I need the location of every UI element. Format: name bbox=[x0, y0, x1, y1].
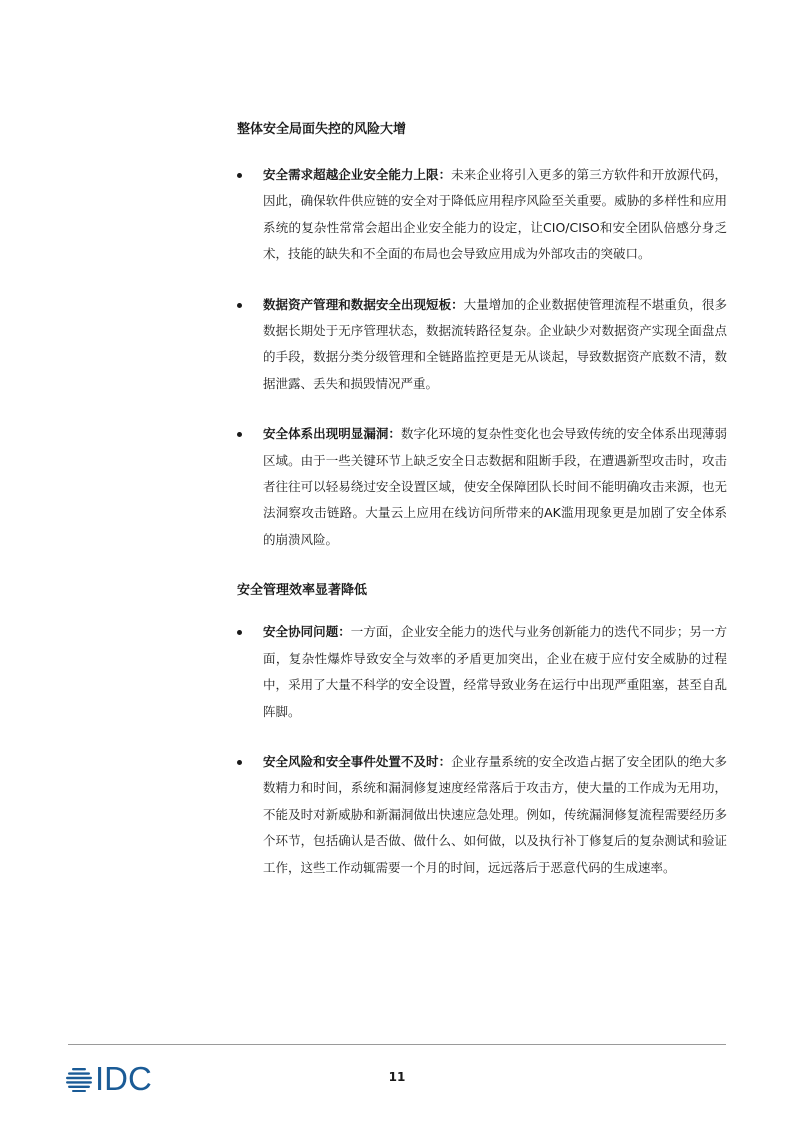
page-number: 11 bbox=[388, 1070, 406, 1084]
bullet-dot-icon bbox=[237, 432, 242, 437]
item-text: 数字化环境的复杂性变化也会导致传统的安全体系出现薄弱区域。由于一些关键环节上缺乏安全日志数据和阻断手段，在遭遇新型攻击时，攻击者往往可以轻易绕过安全设置区域，使安全保障团队长时间不能明确攻击来源，也无法洞察攻击链路。大量云上应用在线访问所带来的AK滥用现象更是加剧了安全体系的崩溃风险。 bbox=[263, 426, 727, 547]
bullet-dot-icon bbox=[237, 303, 242, 308]
item-text: 大量增加的企业数据使管理流程不堪重负，很多数据长期处于无序管理状态，数据流转路径复杂。企业缺少对数据资产实现全面盘点的手段，数据分类分级管理和全链路监控更是无从谈起，导致数据资产底数不清，数据泄露、丢失和损毁情况严重。 bbox=[263, 296, 727, 391]
item-text: 企业存量系统的安全改造占据了安全团队的绝大多数精力和时间，系统和漏洞修复速度经常落后于攻击方，使大量的工作成为无用功，不能及时对新威胁和新漏洞做出快速应急处理。例如，传统漏洞修复流程需要经历多个环节，包括确认是否做、做什么、如何做，以及执行补丁修复后的复杂测试和验证工作，这些工作动辄需要一个月的时间，远远落后于恶意代码的生成速率。 bbox=[263, 753, 727, 875]
bullet-dot-icon bbox=[237, 760, 242, 765]
section-heading: 整体安全局面失控的风险大增 bbox=[237, 122, 407, 137]
item-lead: 安全风险和安全事件处置不及时： bbox=[263, 753, 452, 769]
bullet-dot-icon bbox=[237, 173, 242, 178]
logo-wordmark: IDC bbox=[95, 1060, 152, 1097]
item-lead: 数据资产管理和数据安全出现短板： bbox=[263, 296, 464, 312]
item-text: 未来企业将引入更多的第三方软件和开放源代码，因此，确保软件供应链的安全对于降低应用程序风险至关重要。威胁的多样性和应用系统的复杂性常常会超出企业安全能力的设定，让CIO/CISO和安全团队倍感分身乏术，技能的缺失和不全面的布局也会导致应用成为外部攻击的突破口。 bbox=[263, 167, 727, 262]
list-item bbox=[237, 292, 727, 398]
item-text: 一方面，企业安全能力的迭代与业务创新能力的迭代不同步；另一方面，复杂性爆炸导致安全与效率的矛盾更加突出，企业在疲于应付安全威胁的过程中，采用了大量不科学的安全设置，经常导致业务在运行中出现严重阻塞，甚至自乱阵脚。 bbox=[263, 624, 727, 719]
list-item bbox=[237, 749, 727, 881]
list-item bbox=[237, 619, 727, 725]
idc-logo bbox=[66, 1062, 152, 1096]
bullet-list bbox=[237, 619, 727, 881]
main-content bbox=[237, 116, 727, 905]
section-heading: 安全管理效率显著降低 bbox=[237, 583, 368, 599]
item-lead: 安全需求超越企业安全能力上限： bbox=[263, 167, 452, 182]
list-item bbox=[237, 421, 727, 553]
globe-lines-icon bbox=[66, 1066, 92, 1092]
bullet-dot-icon bbox=[237, 630, 242, 635]
footer-divider bbox=[68, 1044, 726, 1045]
item-lead: 安全协同问题： bbox=[263, 624, 351, 640]
list-item bbox=[237, 162, 727, 268]
bullet-list bbox=[237, 162, 727, 553]
item-lead: 安全体系出现明显漏洞： bbox=[263, 426, 401, 442]
